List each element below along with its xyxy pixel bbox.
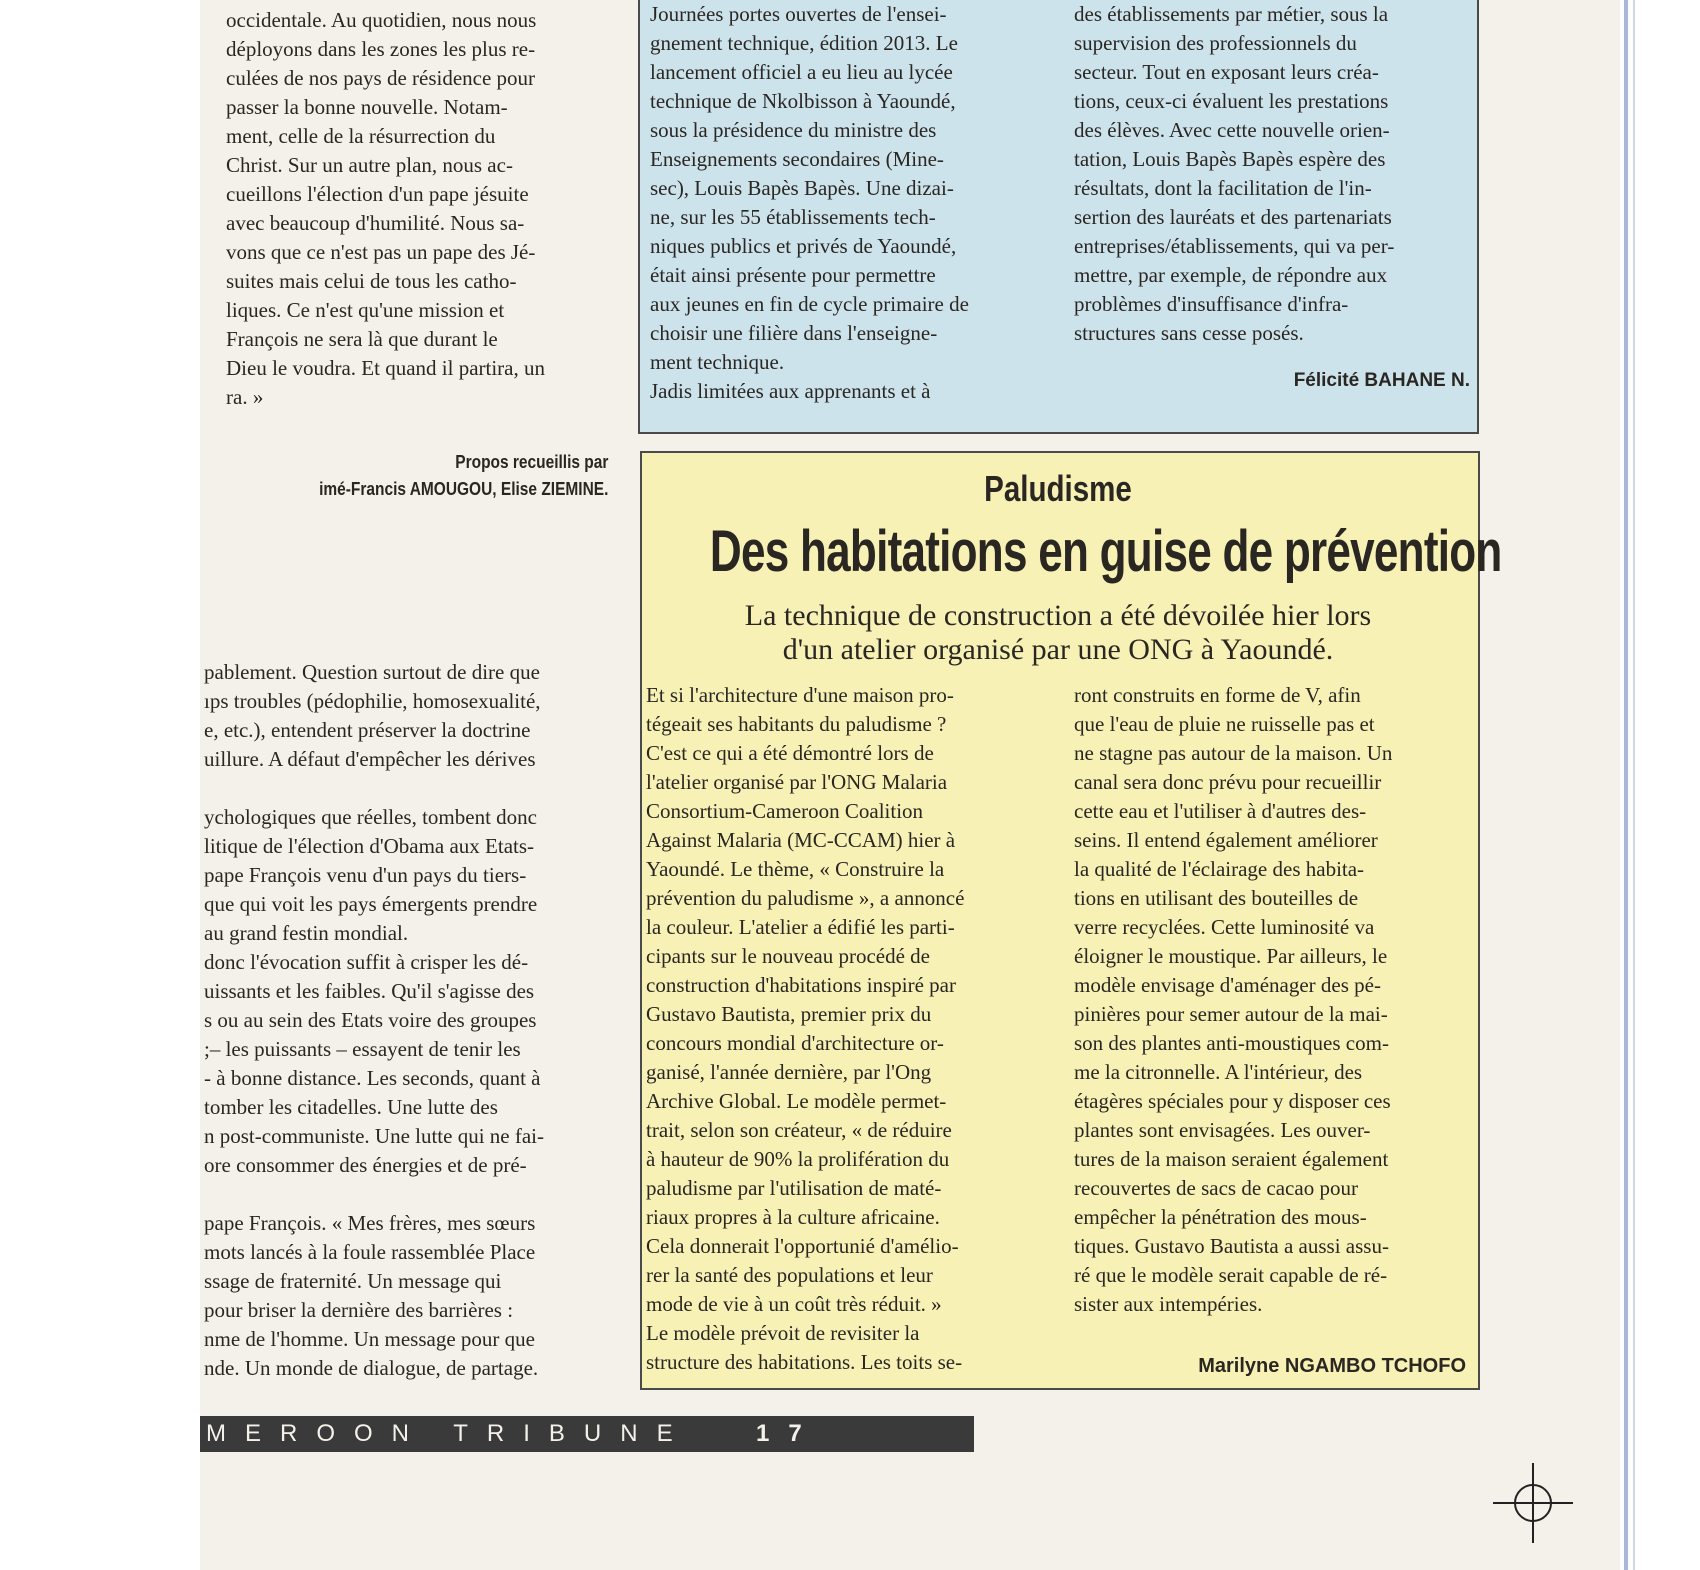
text-line: éloigner le moustique. Par ailleurs, le	[1074, 944, 1388, 968]
footer-page-number: 17	[756, 1420, 821, 1447]
page-edge-line	[1624, 0, 1628, 1570]
text-line: que qui voit les pays émergents prendre	[204, 892, 538, 916]
text-line: Journées portes ouvertes de l'ensei-	[650, 2, 947, 26]
text-line: canal sera donc prévu pour recueillir	[1074, 770, 1382, 794]
text-line: Cela donnerait l'opportunié d'amélio-	[646, 1234, 959, 1258]
text-line: tions, ceux-ci évaluent les prestations	[1074, 89, 1389, 113]
text-line: ré que le modèle serait capable de ré-	[1074, 1263, 1388, 1287]
text-line: Christ. Sur un autre plan, nous ac-	[226, 153, 513, 177]
text-line	[204, 1180, 610, 1209]
text-line: culées de nos pays de résidence pour	[226, 66, 536, 90]
text-line: supervision des professionnels du	[1074, 31, 1357, 55]
text-line: recouvertes de sacs de cacao pour	[1074, 1176, 1358, 1200]
text-line: paludisme par l'utilisation de maté-	[646, 1176, 942, 1200]
text-line: sous la présidence du ministre des	[650, 118, 937, 142]
text-line: des établissements par métier, sous la	[1074, 2, 1389, 26]
text-line: Gustavo Bautista, premier prix du	[646, 1002, 932, 1026]
text-line: nme de l'homme. Un message pour que	[204, 1327, 535, 1351]
text-line: secteur. Tout en exposant leurs créa-	[1074, 60, 1379, 84]
text-line: Yaoundé. Le thème, « Construire la	[646, 857, 945, 881]
text-line: des élèves. Avec cette nouvelle orien-	[1074, 118, 1390, 142]
text-line: ganisé, l'année dernière, par l'Ong	[646, 1060, 932, 1084]
text-line: plantes sont envisagées. Les ouver-	[1074, 1118, 1371, 1142]
text-line: suites mais celui de tous les catho-	[226, 269, 517, 293]
text-line: litique de l'élection d'Obama aux Etats-	[204, 834, 535, 858]
text-line: empêcher la pénétration des mous-	[1074, 1205, 1367, 1229]
text-line: Consortium-Cameroon Coalition	[646, 799, 924, 823]
text-line: nde. Un monde de dialogue, de partage.	[204, 1356, 539, 1380]
text-line: ment technique.	[650, 350, 785, 374]
text-line	[204, 774, 610, 803]
text-line: ne, sur les 55 établissements tech-	[650, 205, 936, 229]
text-line: mode de vie à un coût très réduit. »	[646, 1292, 942, 1316]
yellow-article-column-2	[1074, 681, 1468, 1319]
text-line: ne stagne pas autour de la maison. Un	[1074, 741, 1393, 765]
text-line: ront construits en forme de V, afin	[1074, 683, 1361, 707]
text-line: Against Malaria (MC-CCAM) hier à	[646, 828, 956, 852]
text-line: François ne sera là que durant le	[226, 327, 498, 351]
text-line: ra. »	[226, 385, 264, 409]
text-line: uissants et les faibles. Qu'il s'agisse des	[204, 979, 535, 1003]
text-line: mots lancés à la foule rassemblée Place	[204, 1240, 536, 1264]
text-line: structures sans cesse posés.	[1074, 321, 1304, 345]
left-byline-line2: imé-Francis AMOUGOU, Elise ZIEMINE.	[318, 479, 608, 499]
text-line: s ou au sein des Etats voire des groupes	[204, 1008, 537, 1032]
text-line: la couleur. L'atelier a édifié les parti-	[646, 915, 955, 939]
text-line: Dieu le voudra. Et quand il partira, un	[226, 356, 545, 380]
text-line: tation, Louis Bapès Bapès espère des	[1074, 147, 1386, 171]
text-line: passer la bonne nouvelle. Notam-	[226, 95, 508, 119]
text-line: C'est ce qui a été démontré lors de	[646, 741, 934, 765]
blue-article-signature: Félicité BAHANE N.	[1293, 370, 1470, 391]
text-line: me la citronnelle. A l'intérieur, des	[1074, 1060, 1363, 1084]
text-line: verre recyclées. Cette luminosité va	[1074, 915, 1375, 939]
text-line: tiques. Gustavo Bautista a aussi assu-	[1074, 1234, 1389, 1258]
article-kicker: Paludisme	[984, 468, 1132, 509]
text-line: ;– les puissants – essayent de tenir les	[204, 1037, 521, 1061]
text-line: prévention du paludisme », a annoncé	[646, 886, 965, 910]
text-line: ychologiques que réelles, tombent donc	[204, 805, 537, 829]
text-line: à hauteur de 90% la prolifération du	[646, 1147, 950, 1171]
left-byline	[319, 449, 608, 503]
text-line: ore consommer des énergies et de pré-	[204, 1153, 527, 1177]
page-right-margin	[1620, 0, 1700, 1570]
text-line: Le modèle prévoit de revisiter la	[646, 1321, 920, 1345]
yellow-article-column-1	[646, 681, 1038, 1377]
text-line: cueillons l'élection d'un pape jésuite	[226, 182, 529, 206]
text-line: pape François venu d'un pays du tiers-	[204, 863, 527, 887]
text-line: occidentale. Au quotidien, nous nous	[226, 8, 537, 32]
text-line: pinières pour semer autour de la mai-	[1074, 1002, 1388, 1026]
text-line: cette eau et l'utiliser à d'autres des-	[1074, 799, 1367, 823]
text-line: e, etc.), entendent préserver la doctrine	[204, 718, 531, 742]
text-line: sister aux intempéries.	[1074, 1292, 1263, 1316]
text-line: lancement officiel a eu lieu au lycée	[650, 60, 953, 84]
left-byline-line1: Propos recueillis par	[454, 452, 608, 472]
blue-article-column-1	[650, 0, 1044, 406]
text-line: Archive Global. Le modèle permet-	[646, 1089, 947, 1113]
page-edge-line-secondary	[1633, 0, 1635, 1570]
text-line: la qualité de l'éclairage des habita-	[1074, 857, 1365, 881]
text-line: Jadis limitées aux apprenants et à	[650, 379, 931, 403]
text-line: donc l'évocation suffit à crisper les dé-	[204, 950, 529, 974]
text-line: son des plantes anti-moustiques com-	[1074, 1031, 1389, 1055]
text-line: Enseignements secondaires (Mine-	[650, 147, 944, 171]
article-headline: Des habitations en guise de prévention	[709, 519, 1502, 584]
text-line: résultats, dont la facilitation de l'in-	[1074, 176, 1372, 200]
text-line: ssage de fraternité. Un message qui	[204, 1269, 502, 1293]
text-line: sertion des lauréats et des partenariats	[1074, 205, 1392, 229]
text-line: uillure. A défaut d'empêcher les dérives	[204, 747, 536, 771]
text-line: trait, selon son créateur, « de réduire	[646, 1118, 952, 1142]
text-line: vons que ce n'est pas un pape des Jé-	[226, 240, 536, 264]
text-line: cipants sur le nouveau procédé de	[646, 944, 930, 968]
text-line: Et si l'architecture d'une maison pro-	[646, 683, 954, 707]
text-line: rer la santé des populations et leur	[646, 1263, 933, 1287]
text-line: avec beaucoup d'humilité. Nous sa-	[226, 211, 525, 235]
text-line: sec), Louis Bapès Bapès. Une dizai-	[650, 176, 954, 200]
text-line: problèmes d'insuffisance d'infra-	[1074, 292, 1349, 316]
text-line: étagères spéciales pour y disposer ces	[1074, 1089, 1391, 1113]
article-deck-line2: d'un atelier organisé par une ONG à Yaoundé.	[782, 633, 1334, 666]
page-left-margin	[0, 0, 200, 1570]
text-line: liques. Ce n'est qu'une mission et	[226, 298, 505, 322]
text-line: tures de la maison seraient également	[1074, 1147, 1389, 1171]
text-line: gnement technique, édition 2013. Le	[650, 31, 958, 55]
text-line: entreprises/établissements, qui va per-	[1074, 234, 1395, 258]
text-line: que l'eau de pluie ne ruisselle pas et	[1074, 712, 1375, 736]
registration-mark-icon	[1493, 1463, 1573, 1543]
text-line: pour briser la dernière des barrières :	[204, 1298, 514, 1322]
text-line: pablement. Question surtout de dire que	[204, 660, 540, 684]
left-column-top-text	[226, 6, 610, 412]
text-line: au grand festin mondial.	[204, 921, 409, 945]
text-line: concours mondial d'architecture or-	[646, 1031, 944, 1055]
text-line: ıps troubles (pédophilie, homosexualité,	[204, 689, 541, 713]
text-line: technique de Nkolbisson à Yaoundé,	[650, 89, 956, 113]
footer-bar	[200, 1416, 974, 1452]
article-deck-line1: La technique de construction a été dévoilée hier lors	[744, 599, 1372, 632]
text-line: choisir une filière dans l'enseigne-	[650, 321, 938, 345]
blue-article-column-2	[1074, 0, 1468, 348]
text-line: modèle envisage d'aménager des pé-	[1074, 973, 1381, 997]
text-line: construction d'habitations inspiré par	[646, 973, 956, 997]
text-line: était ainsi présente pour permettre	[650, 263, 936, 287]
text-line: l'atelier organisé par l'ONG Malaria	[646, 770, 948, 794]
text-line: n post-communiste. Une lutte qui ne fai-	[204, 1124, 545, 1148]
left-column-bottom-text	[204, 658, 610, 1383]
text-line: ment, celle de la résurrection du	[226, 124, 496, 148]
yellow-article-signature: Marilyne NGAMBO TCHOFO	[1198, 1355, 1466, 1377]
footer-publication-title: MEROON TRIBUNE	[206, 1420, 692, 1447]
text-line: niques publics et privés de Yaoundé,	[650, 234, 957, 258]
text-line: structure des habitations. Les toits se-	[646, 1350, 963, 1374]
text-line: - à bonne distance. Les seconds, quant à	[204, 1066, 541, 1090]
text-line: pape François. « Mes frères, mes sœurs	[204, 1211, 536, 1235]
text-line: tomber les citadelles. Une lutte des	[204, 1095, 498, 1119]
text-line: riaux propres à la culture africaine.	[646, 1205, 940, 1229]
text-line: mettre, par exemple, de répondre aux	[1074, 263, 1388, 287]
text-line: tions en utilisant des bouteilles de	[1074, 886, 1359, 910]
article-deck	[660, 599, 1456, 667]
text-line: aux jeunes en fin de cycle primaire de	[650, 292, 969, 316]
text-line: déployons dans les zones les plus re-	[226, 37, 536, 61]
text-line: seins. Il entend également améliorer	[1074, 828, 1378, 852]
text-line: tégeait ses habitants du paludisme ?	[646, 712, 947, 736]
